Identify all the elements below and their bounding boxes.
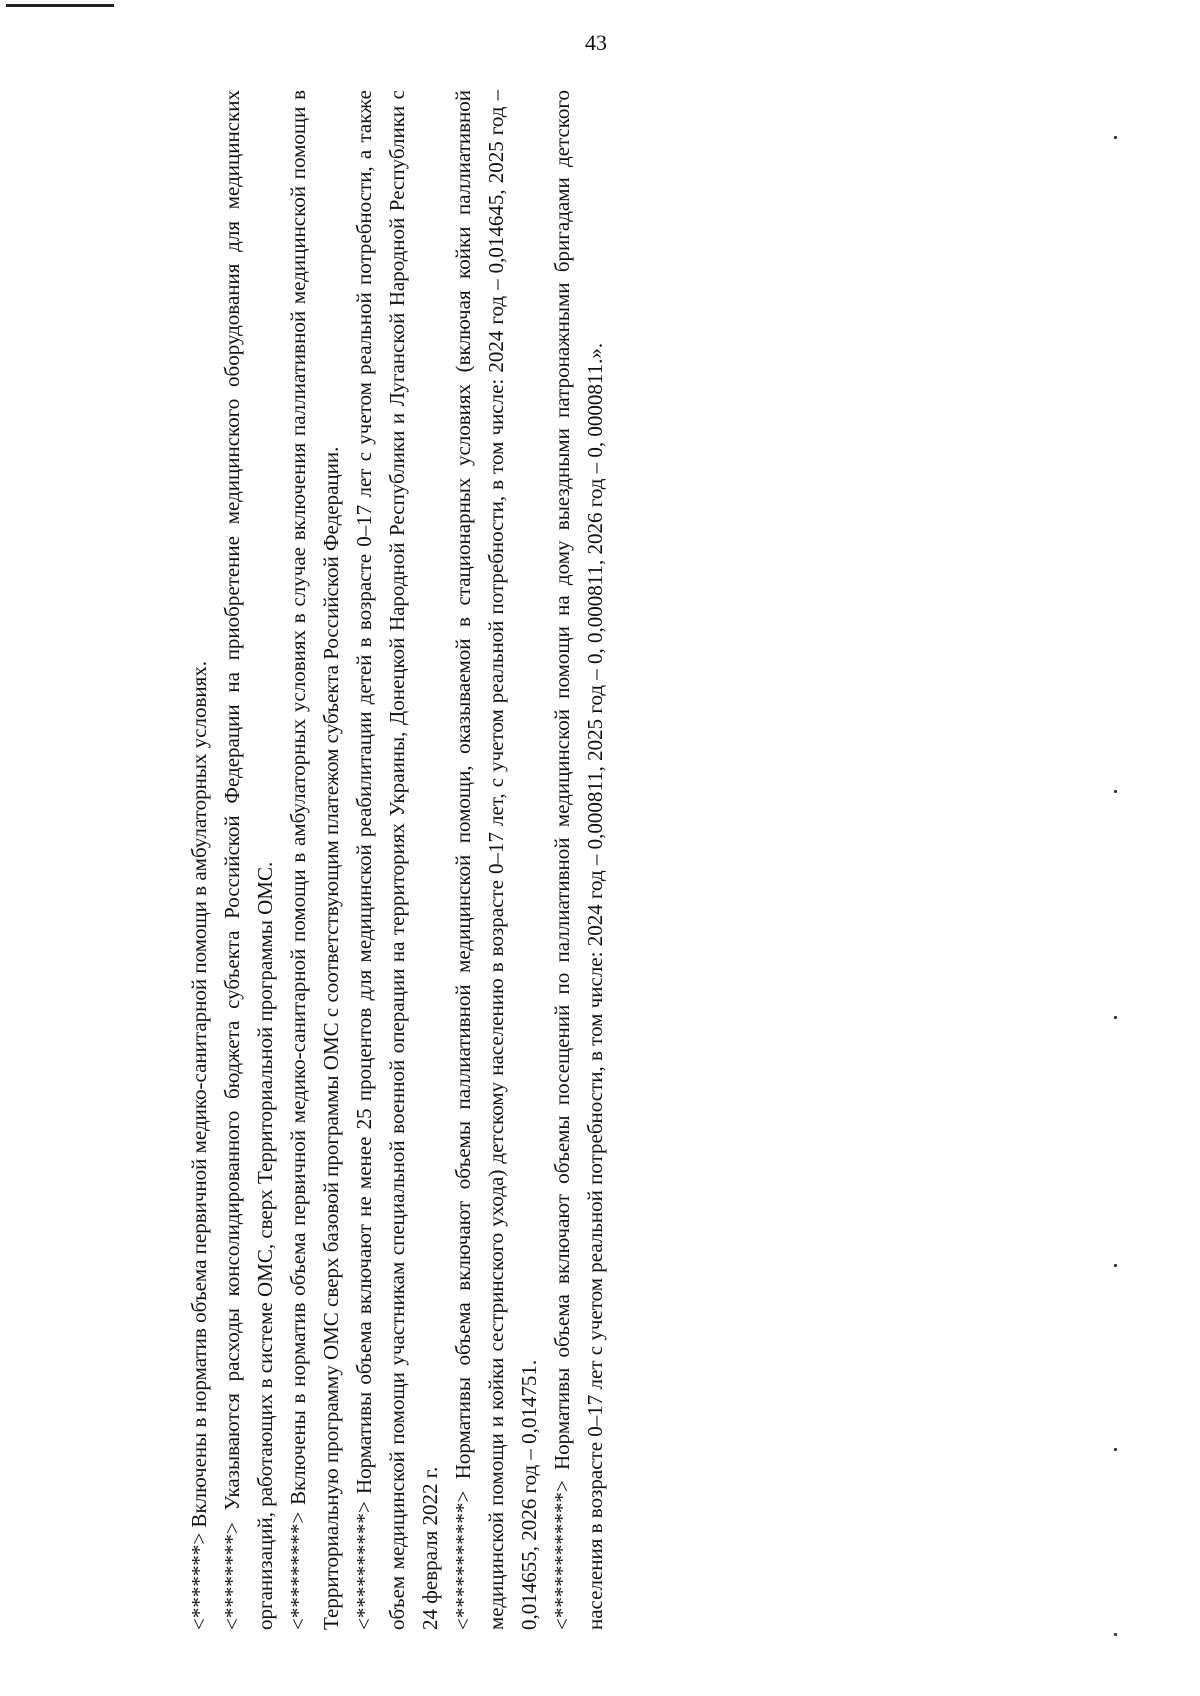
page-number: 43 <box>585 30 607 55</box>
footnote-marker: <*********> <box>286 1511 310 1630</box>
scan-speck <box>1114 1633 1117 1636</box>
footnote-9 <box>282 90 348 1630</box>
footnote-text: Нормативы объема включают объемы паллиативной медицинской помощи, оказываемой в стационарных условиях (включая койки паллиативной медицинской помощи и койки сестринского ухода) детскому населению в возрасте 0–17 лет, с учетом реальной потребности, в том числе: 2024 год – 0,014645, 2025 год – 0,014655, 2026 год – 0,014751. <box>451 90 541 1630</box>
footnote-text: Нормативы объема включают объемы посещений по паллиативной медицинской помощи на дому выездными патронажными бригадами детского населения в возрасте 0–17 лет с учетом реальной потребности, в том числе: 2024 год – 0,000811, 2025 год – 0, 0,000811, 2026 год – 0, 0000811.». <box>550 90 607 1630</box>
scan-speck <box>1114 1016 1117 1019</box>
footnote-marker: <***********> <box>451 1490 475 1630</box>
footnote-marker: <*******> <box>187 1532 211 1630</box>
scan-speck <box>1114 790 1117 793</box>
scan-edge-mark <box>6 4 114 7</box>
footnote-12 <box>546 90 612 1630</box>
footnote-text: Включены в норматив объема первичной медико-санитарной помощи в амбулаторных условиях в случае включения паллиативной медицинской помощи в Территориальную программу ОМС сверх базовой программы ОМС с соответствующим платежом субъекта Российской Федерации. <box>286 90 343 1630</box>
footnote-text: Нормативы объема включают не менее 25 процентов для медицинской реабилитации детей в возрасте 0–17 лет с учетом реальной потребности, а также объем медицинской помощи участникам специальной военной операции на территориях Украины, Донецкой Народной Республики и Луганской Народной Республики с 24 февраля 2022 г. <box>352 90 442 1630</box>
footnote-8 <box>216 90 282 1630</box>
scan-speck <box>1114 1448 1117 1451</box>
footnote-7 <box>183 90 216 1630</box>
footnote-marker: <********> <box>220 1522 244 1630</box>
footnote-text: Указываются расходы консолидированного бюджета субъекта Российской Федерации на приобретение медицинского оборудования для медицинских организаций, работающих в системе ОМС, сверх Территориальной программы ОМС. <box>220 90 277 1630</box>
footnote-text: Включены в норматив объема первичной медико-санитарной помощи в амбулаторных условиях. <box>187 660 211 1533</box>
scan-speck <box>1114 136 1117 139</box>
footnote-marker: <**********> <box>352 1501 376 1630</box>
rotated-footnotes-block <box>183 90 612 1630</box>
footnote-marker: <************> <box>550 1480 574 1630</box>
footnote-10 <box>348 90 447 1630</box>
footnote-11 <box>447 90 546 1630</box>
scan-speck <box>1114 1264 1117 1267</box>
